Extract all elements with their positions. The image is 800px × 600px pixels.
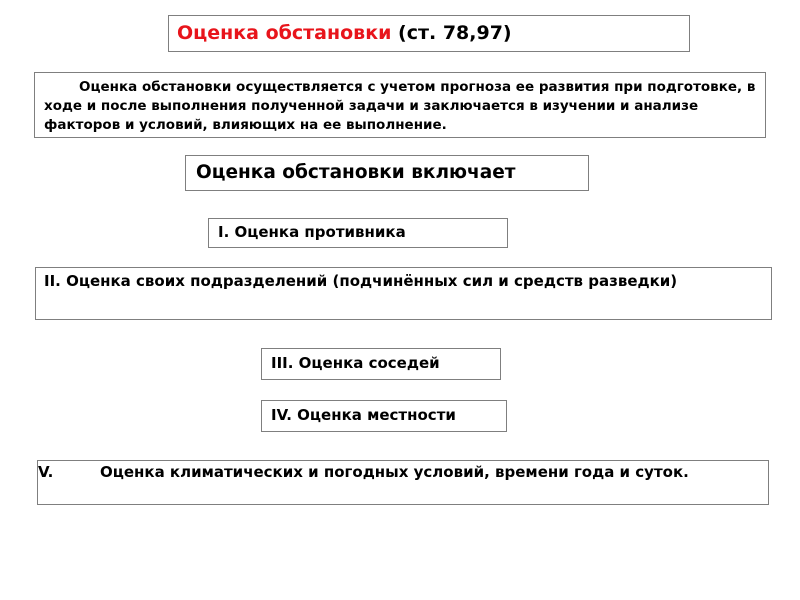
list-item-enemy-assessment: I. Оценка противника bbox=[208, 218, 508, 248]
list-item-text: Оценка климатических и погодных условий, времени года и суток. bbox=[100, 463, 689, 481]
list-item-weather-assessment bbox=[37, 460, 769, 505]
definition-box bbox=[34, 72, 766, 138]
list-item-number: V. bbox=[38, 463, 54, 481]
title-main: Оценка обстановки bbox=[177, 22, 392, 44]
list-item-neighbors-assessment: III. Оценка соседей bbox=[261, 348, 501, 380]
definition-text: Оценка обстановки осуществляется с учетом прогноза ее развития при подготовке, в ходе и после выполнения полученной задачи и заключается в изучении и анализе факторов и условий, влияющих на ее выполнение. bbox=[44, 79, 756, 133]
list-item-terrain-assessment: IV. Оценка местности bbox=[261, 400, 507, 432]
page-title bbox=[168, 15, 690, 52]
list-item-own-units-assessment: II. Оценка своих подразделений (подчинённых сил и средств разведки) bbox=[35, 267, 772, 320]
includes-heading: Оценка обстановки включает bbox=[185, 155, 589, 191]
title-reference: (ст. 78,97) bbox=[398, 22, 512, 44]
